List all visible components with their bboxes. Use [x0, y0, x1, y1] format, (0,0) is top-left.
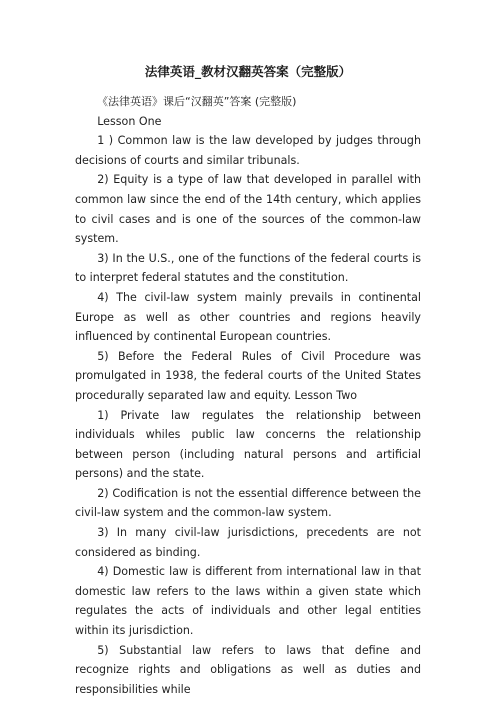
paragraph: 4) Domestic law is different from international law in that domestic law refers to the laws within a given state which regulates the acts of individuals and other legal entities within its jurisdiction.	[75, 565, 421, 638]
paragraph: 5) Substantial law refers to laws that define and recognize rights and obligations as well as duties and responsibilities while	[75, 643, 421, 696]
paragraph: 3) In the U.S., one of the functions of the federal courts is to interpret federal statutes and the constitution.	[75, 251, 421, 285]
lesson-one-heading: Lesson One	[97, 114, 162, 128]
paragraph: 3) In many civil-law jurisdictions, precedents are not considered as binding.	[75, 526, 421, 559]
document-title: 法律英语_教材汉翻英答案（完整版）	[144, 64, 352, 79]
paragraph: 2) Equity is a type of law that developed in parallel with common law since the end of the 14th century, which applies to civil cases and is one of the sources of the common-law system.	[75, 173, 421, 246]
paragraph: 5) Before the Federal Rules of Civil Procedure was promulgated in 1938, the federal courts of the United States procedurally separated law and equity. Lesson Two	[75, 349, 421, 402]
paragraph: 4) The civil-law system mainly prevails in continental Europe as well as other countries and regions heavily influenced by continental European countries.	[75, 290, 421, 344]
document-body	[75, 92, 421, 699]
paragraph: 2) Codification is not the essential difference between the civil-law system and the common-law system.	[75, 486, 421, 520]
paragraph: 1 ) Common law is the law developed by judges through decisions of courts and similar tribunals.	[75, 134, 421, 167]
paragraph: 1) Private law regulates the relationship between individuals whiles public law concerns the relationship between person (including natural persons and artificial persons) and the state.	[75, 408, 421, 481]
document-subtitle: 《法律英语》课后“汉翻英”答案 (完整版)	[97, 95, 297, 108]
